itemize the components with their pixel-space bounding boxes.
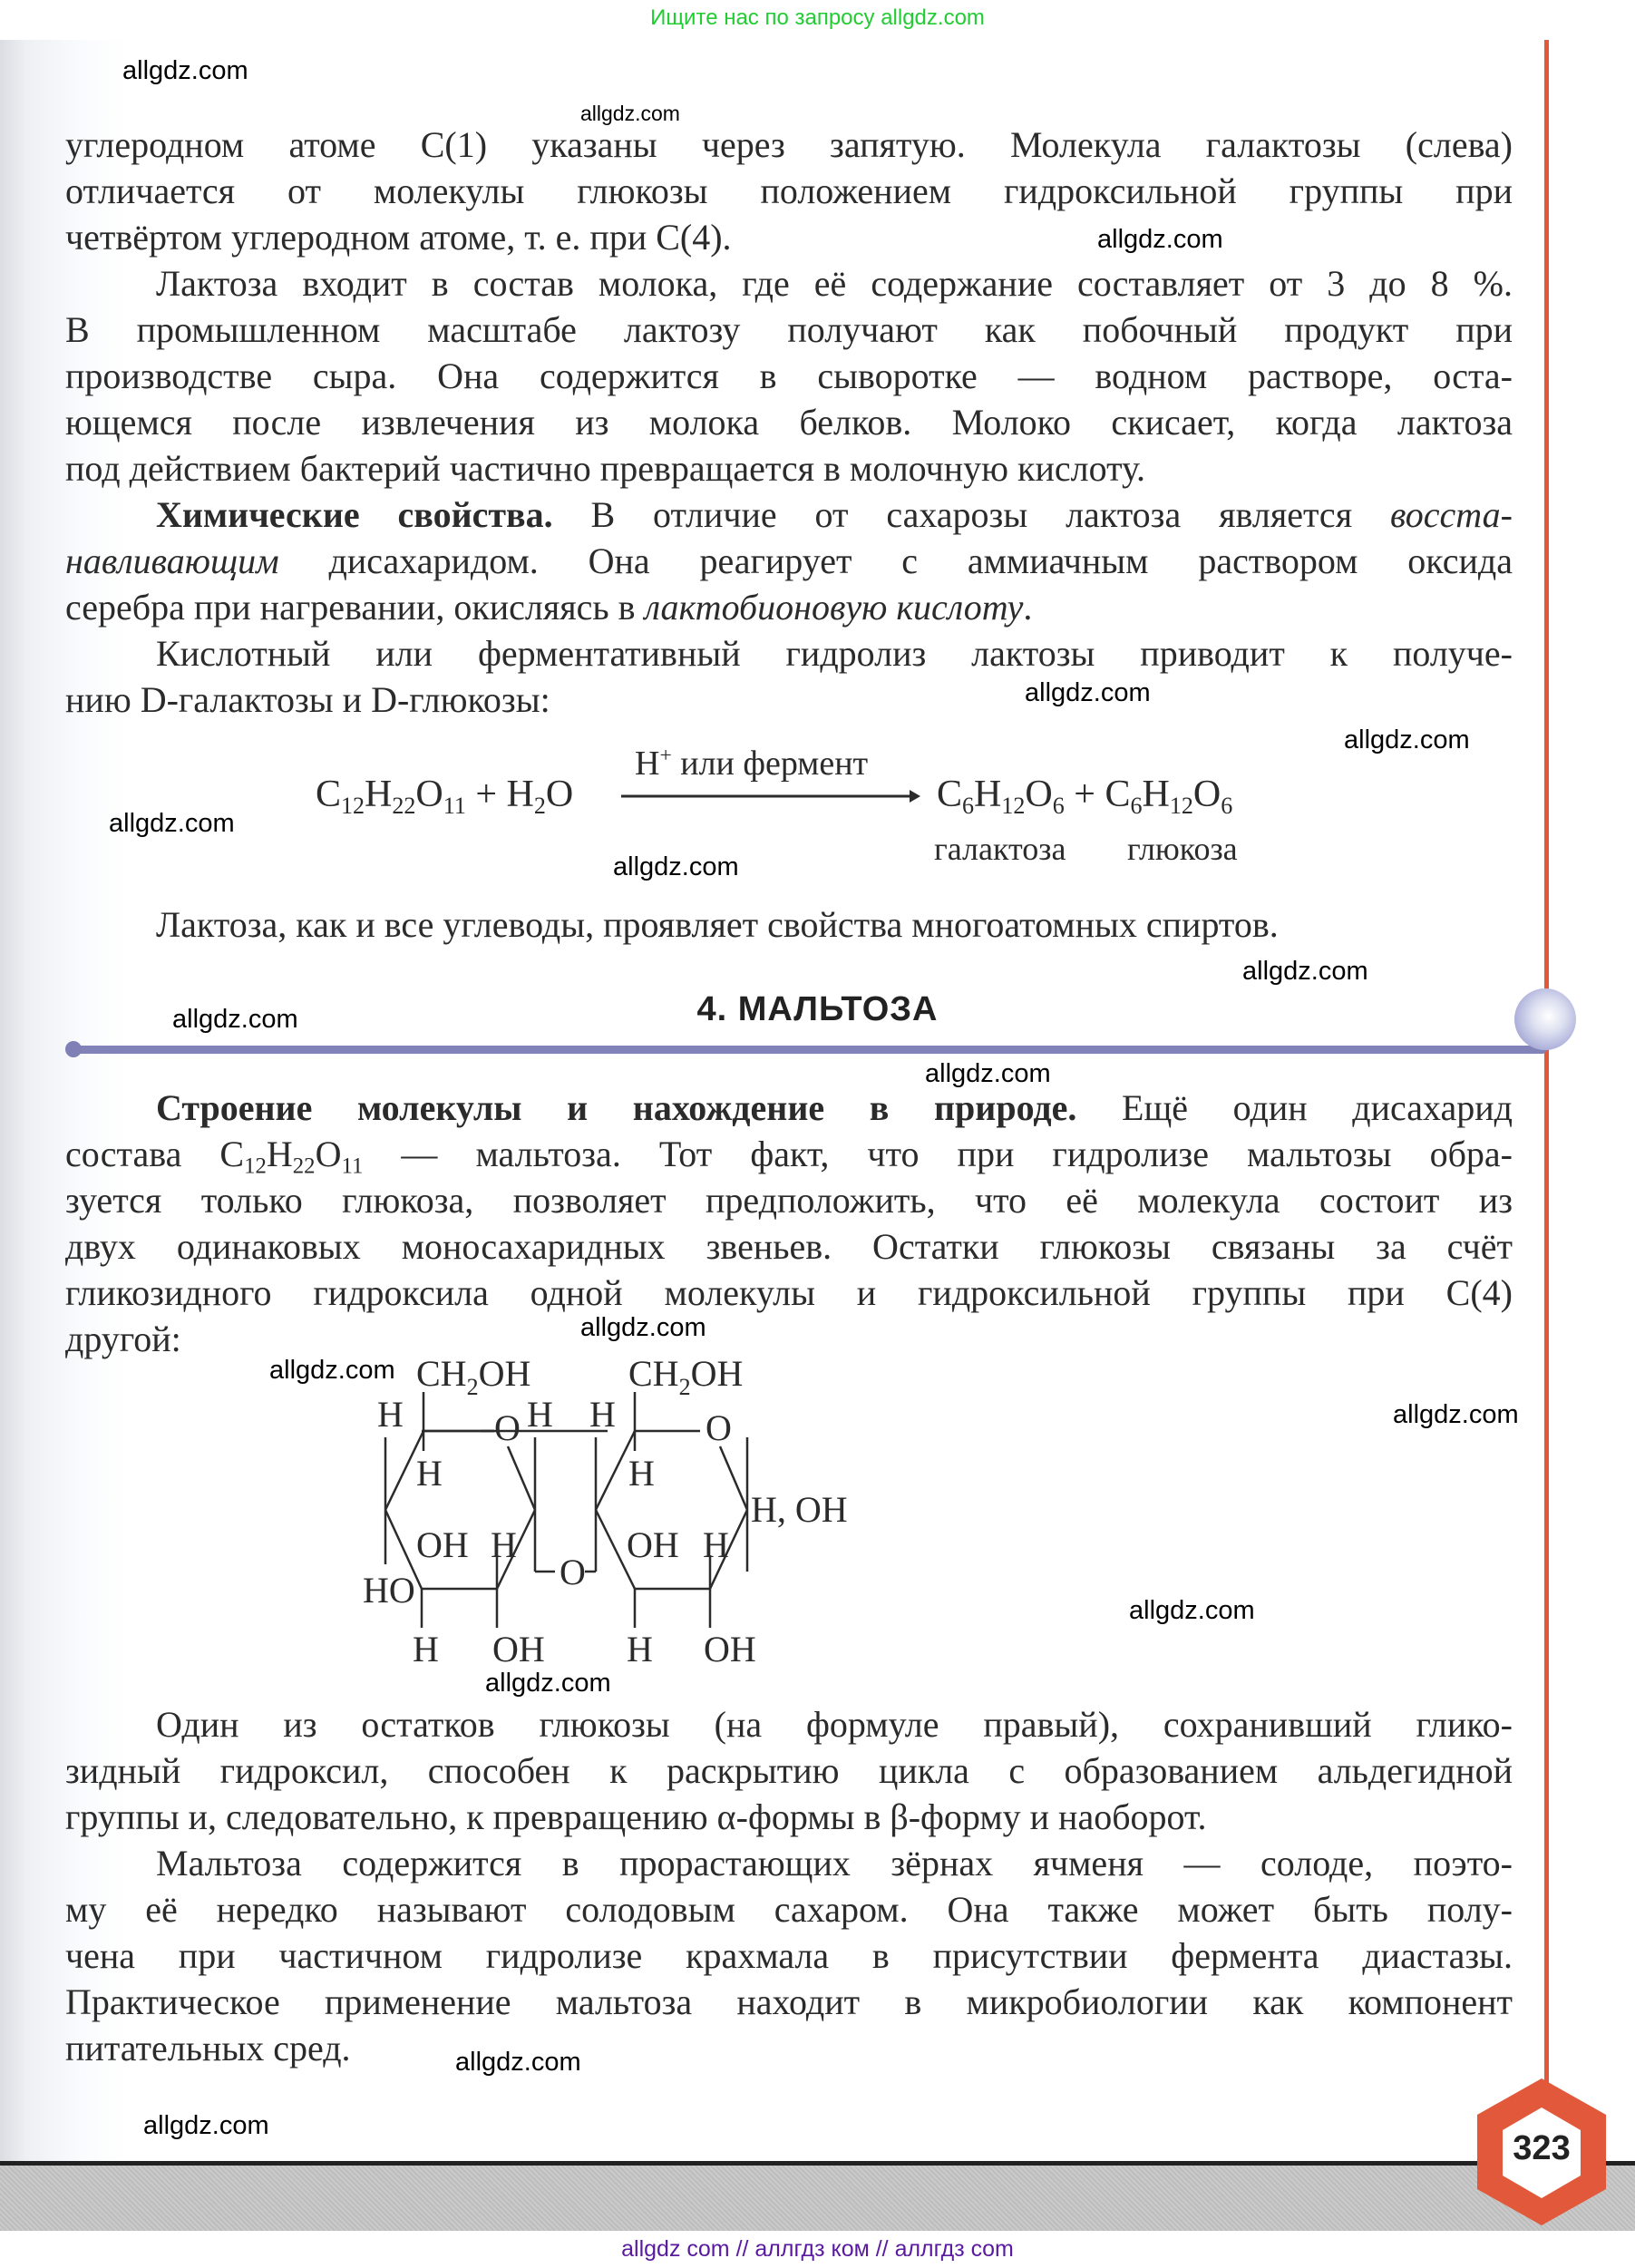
section-heading: 4. МАЛЬТОЗА [696,990,939,1028]
text-line: ющемся после извлечения из молока белков. Молоко скисает, когда лактоза [65,402,1513,443]
text-line: под действием бактерий частично превращается в молочную кислоту. [65,448,1146,489]
svg-text:OH: OH [704,1629,756,1669]
svg-text:H: H [628,1453,655,1494]
text-line: Лактоза входит в состав молока, где её содержание составляет от 3 до 8 %. [156,263,1513,304]
text-line: нию D-галактозы и D-глюкозы: [65,679,550,720]
watermark: allgdz.com [580,102,680,125]
text-span: дисахаридом. Она реагирует с аммиачным раствором оксида [278,540,1513,581]
italic-term: навливающим [65,540,279,581]
equation-products: $C_6H_{12}O_6 + C_6H_{12}O_6$ [937,774,1233,819]
text-span: серебра при нагревании, окисляясь в [65,587,645,628]
heading-rule [73,1046,1546,1054]
svg-text:H: H [413,1629,439,1669]
product-label-glucose: глюкоза [1127,831,1238,867]
watermark: allgdz.com [485,1669,611,1698]
text-line: чена при частичном гидролизе крахмала в присутствии фермента диастазы. [65,1935,1513,1976]
text-line: другой: [65,1319,181,1359]
text-span: — мальтоза. Тот факт, что при гидролизе мальтозы обра- [363,1134,1513,1174]
text-line: состава $C_{12}H_{22}O_{11}$ — мальтоза. Тот факт, что при гидролизе мальтозы обра- [65,1134,1513,1179]
svg-text:H, OH: H, OH [751,1489,848,1530]
product-label-galactose: галактоза [934,831,1066,867]
watermark: allgdz.com [613,852,739,881]
equation-catalyst: H+ или фермент [635,743,869,783]
text-line: Мальтоза содержится в прорастающих зёрнах ячменя — солоде, поэто- [156,1843,1513,1884]
text-line [65,1085,1513,1131]
text-line: Один из остатков глюкозы (на формуле правый), сохранивший глико- [156,1704,1513,1745]
top-watermark: Ищите нас по запросу allgdz.com [0,0,1635,40]
footer-watermark: allgdz com // аллгдз ком // аллгдз com [0,2231,1635,2268]
bold-lead: Строение молекулы и нахождение в природе. [156,1087,1077,1128]
svg-text:O: O [494,1407,521,1448]
text-line: зуется только глюкоза, позволяет предположить, что её молекула состоит из [65,1180,1513,1221]
watermark: allgdz.com [1242,957,1368,986]
text-line: Кислотный или ферментативный гидролиз лактозы приводит к получе- [156,633,1513,674]
text-line: питательных сред. [65,2028,351,2068]
watermark: allgdz.com [925,1059,1051,1088]
text-line [65,539,1513,584]
svg-text:O: O [706,1407,732,1448]
svg-text:O: O [560,1552,586,1592]
svg-text:OH: OH [627,1524,679,1565]
watermark: allgdz.com [580,1313,706,1342]
bold-lead: Химические свойства. [156,494,553,535]
text-line: Лактоза, как и все углеводы, проявляет свойства многоатомных спиртов. [156,904,1279,945]
svg-text:H: H [491,1524,517,1565]
text-line: му её нередко называют солодовым сахаром. Она также может быть полу- [65,1889,1513,1930]
page-number: 323 [1513,2129,1571,2167]
watermark: allgdz.com [1129,1596,1255,1625]
text-line: четвёртом углеродном атоме, т. е. при С(4). [65,217,732,258]
ch2oh-left: $CH_2OH$ [416,1353,531,1400]
watermark: allgdz.com [269,1356,395,1385]
heading-ball-ornament [1514,988,1576,1050]
italic-term: лактобионовую кислоту [644,587,1024,628]
text-line [65,492,1513,538]
text-line: группы и, следовательно, к превращению α-формы в β-форму и наоборот. [65,1796,1207,1837]
catalyst-label: или фермент [680,745,869,783]
italic-term: восста- [1389,494,1513,535]
svg-text:H: H [703,1524,729,1565]
text-line: двух одинаковых моносахаридных звеньев. Остатки глюкозы связаны за счёт [65,1226,1513,1267]
text-line: зидный гидроксил, способен к раскрытию цикла с образованием альдегидной [65,1750,1513,1791]
text-span: состава [65,1134,220,1174]
watermark: allgdz.com [1025,678,1151,707]
watermark: allgdz.com [143,2111,269,2140]
text-line: Практическое применение мальтоза находит в микробиологии как компонент [65,1981,1513,2022]
watermark: allgdz.com [109,809,235,838]
text-line: отличается от молекулы глюкозы положением гидроксильной группы при [65,170,1513,211]
watermark: allgdz.com [1344,725,1470,754]
text-line [65,585,1513,630]
text-line: гликозидного гидроксила одной молекулы и гидроксильной группы при С(4) [65,1272,1513,1313]
watermark: allgdz.com [122,56,248,85]
watermark: allgdz.com [1097,225,1223,254]
text-span: В отличие от сахарозы лактоза является [552,494,1390,535]
text-span: Ещё один дисахарид [1076,1087,1513,1128]
text-line: производстве сыра. Она содержится в сыворотке — водном растворе, оста- [65,355,1513,396]
text-line: углеродном атоме С(1) указаны через запятую. Молекула галактозы (слева) [65,124,1513,165]
watermark: allgdz.com [1393,1400,1519,1429]
watermark: allgdz.com [455,2048,581,2077]
reaction-arrow-icon [621,787,920,805]
svg-text:H: H [589,1394,616,1435]
svg-text:H: H [377,1394,404,1435]
maltose-structure-diagram [345,1324,1215,1687]
margin-red-line [1544,40,1549,2089]
ch2oh-right: $CH_2OH$ [628,1353,744,1400]
page-bottom-band [0,2161,1635,2231]
equation-reactants: $C_{12}H_{22}O_{11} + H_2O$ [316,774,574,819]
text-line: В промышленном масштабе лактозу получают как побочный продукт при [65,309,1513,350]
text-span: . [1023,587,1033,628]
svg-text:HO: HO [363,1570,415,1611]
heading-rule-dot [65,1041,82,1057]
svg-text:H: H [416,1453,443,1494]
svg-text:OH: OH [416,1524,469,1565]
svg-text:H: H [627,1629,653,1669]
svg-text:H: H [527,1394,553,1435]
watermark: allgdz.com [172,1005,298,1034]
svg-text:OH: OH [492,1629,545,1669]
